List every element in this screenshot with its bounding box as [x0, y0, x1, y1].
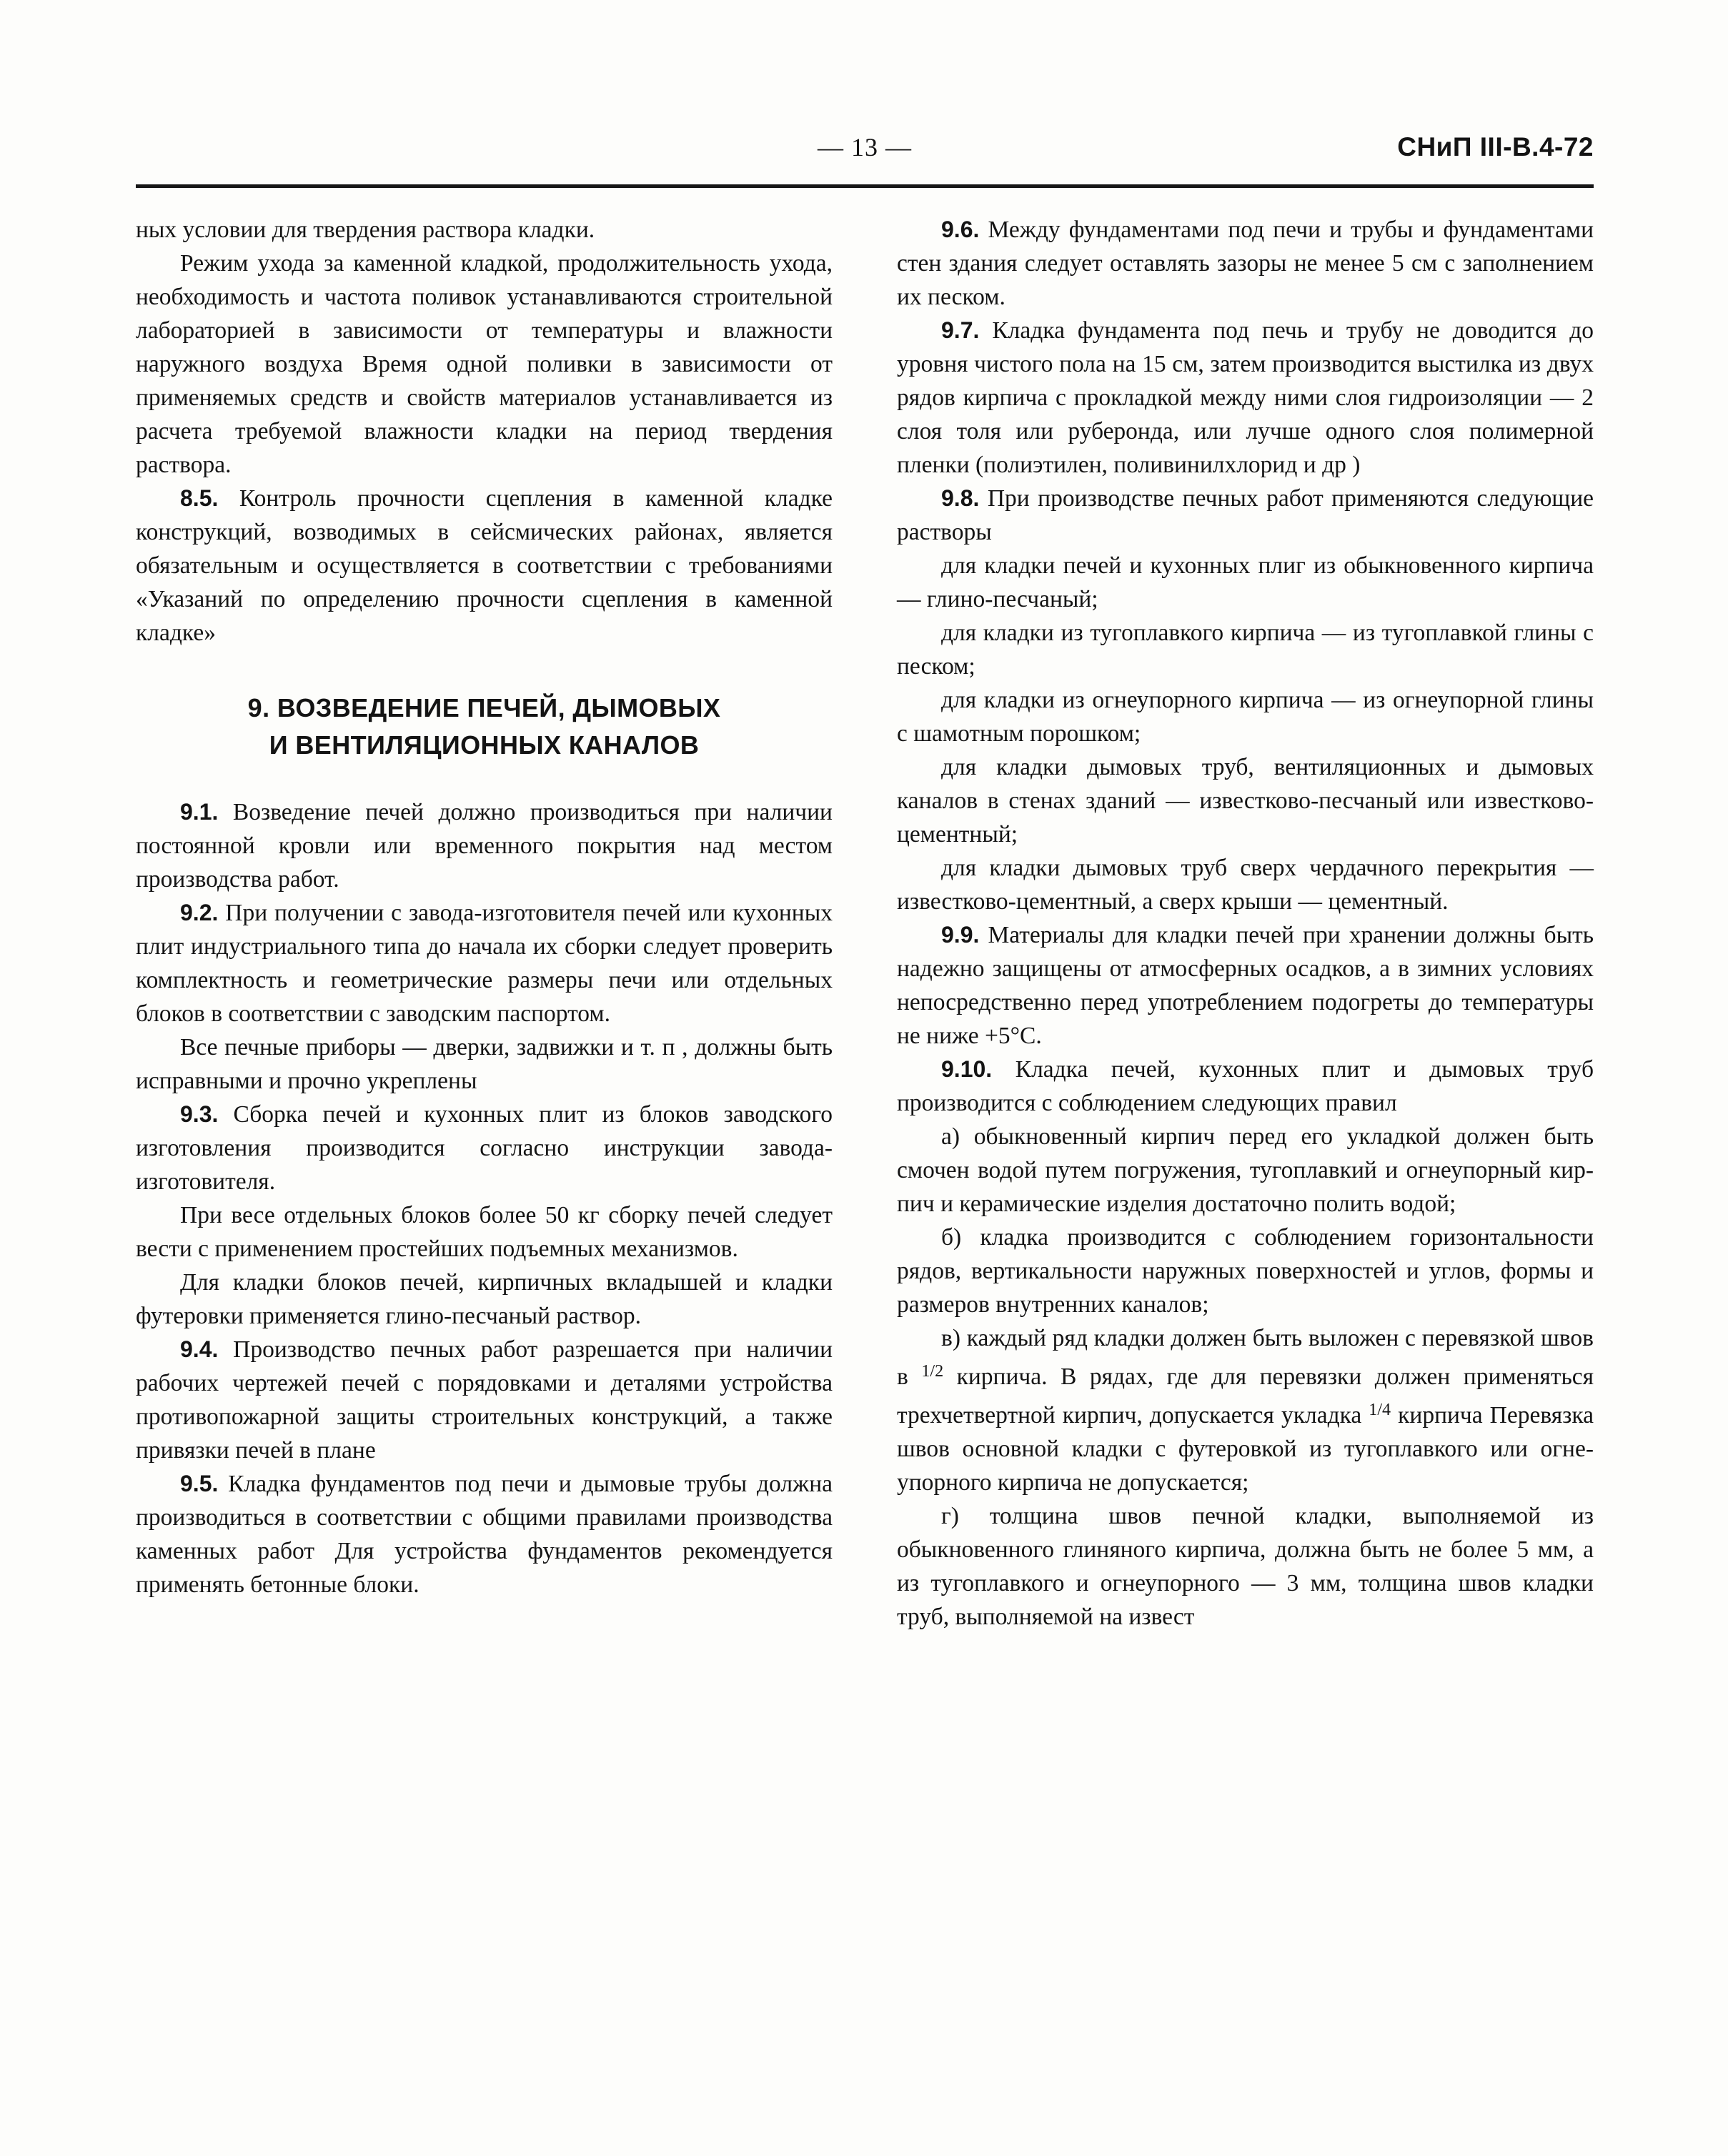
- left-column: [136, 213, 833, 1634]
- paragraph: При весе отдельных блоков более 50 кг сборку печей следует вести с применением простейших подъемных механизмов.: [136, 1202, 833, 1262]
- paragraph: [136, 1467, 833, 1601]
- paragraph: ных условии для твердения раствора кладки.: [136, 217, 595, 243]
- fraction-one-half: 1/2: [921, 1362, 944, 1381]
- paragraph: [897, 918, 1594, 1053]
- clause-text: кирпича Перевязка швов основной кладки с футеровкой из тугоплавкого или огнеупорного кирпича не допускается;: [897, 1401, 1594, 1496]
- paragraph: [897, 213, 1594, 314]
- paragraph: Для кладки блоков печей, кирпичных вкладышей и кладки футеровки применяется глино-песчаный раствор.: [136, 1269, 833, 1329]
- header-divider: [136, 184, 1594, 188]
- paragraph: для кладки из огнеупорного кирпича — из огнеупорной глины с шамотным порошком;: [897, 687, 1594, 747]
- paragraph: [136, 1333, 833, 1467]
- fraction-one-quarter: 1/4: [1369, 1400, 1391, 1419]
- clause-number: 9.3.: [180, 1101, 219, 1127]
- clause-text: кирпича. В рядах, где для перевязки должен применяться трехчетвертной кирпич, допускается укладка: [897, 1363, 1594, 1429]
- body-columns: [136, 213, 1594, 1634]
- paragraph: [136, 1098, 833, 1198]
- clause-text: Производство печных работ разрешается при наличии рабочих чертежей печей с порядовками и деталями устройства противопожарной защиты строительных конструкций, а также привязки печей в плане: [136, 1336, 833, 1464]
- paragraph: [136, 482, 833, 650]
- clause-text: При производстве печных работ применяются следующие растворы: [897, 485, 1594, 545]
- clause-text: Сборка печей и кухонных плит из блоков заводского изготовления производится согласно инструкции завода-изготовителя.: [136, 1101, 833, 1195]
- clause-number: 9.4.: [180, 1336, 219, 1362]
- section-heading: [136, 690, 833, 764]
- paragraph: [897, 1053, 1594, 1120]
- paragraph: г) толщина швов печной кладки, выполняемой из обыкновенного глиняного кирпича, должна быть не более 5 мм, а из тугоплавкого и огнеупорного — 3 мм, толщина швов кладки труб, выполняемой на извест: [897, 1502, 1594, 1630]
- clause-number: 9.2.: [180, 900, 219, 925]
- clause-text: Кладка печей, кухонных плит и дымовых труб производится с соблюдением следующих правил: [897, 1056, 1594, 1116]
- paragraph: [897, 1321, 1594, 1499]
- paragraph: а) обыкновенный кирпич перед его укладкой должен быть смочен водой путем погружения, тугоплавкий и огнеупорный кирпич и керамические изделия достаточно полить водой;: [897, 1123, 1594, 1217]
- clause-text: Кладка фундаментов под печи и дымовые трубы должна производиться в соответствии с общими правилами производства каменных работ Для устройства фундаментов рекомендуется применять бетонные блоки.: [136, 1471, 833, 1598]
- clause-number: 8.5.: [180, 485, 219, 511]
- clause-number: 9.7.: [941, 317, 980, 343]
- clause-text: Кладка фундамента под печь и трубу не доводится до уровня чистого пола на 15 см, затем производится выстилка из двух рядов кирпича с прокладкой между ними слоя гидроизоляции — 2 слоя толя или руберонда, или лучше одного слоя полимерной пленки (полиэтилен, поливинилхлорид и др ): [897, 317, 1594, 478]
- clause-text: в) каждый ряд кладки должен быть выложен с перевязкой швов в: [897, 1325, 1594, 1390]
- paragraph: Все печные приборы — дверки, задвижки и т. п , должны быть исправными и прочно укреплены: [136, 1034, 833, 1094]
- clause-number: 9.9.: [941, 922, 980, 948]
- clause-number: 9.5.: [180, 1471, 219, 1496]
- clause-number: 9.8.: [941, 485, 980, 511]
- paragraph: для кладки печей и кухонных плиг из обыкновенного кирпича — глино-песчаный;: [897, 552, 1594, 612]
- clause-text: Контроль прочности сцепления в каменной кладке конструкций, возводимых в сейсмических районах, является обязательным и осуществляется в соответствии с требованиями «Указаний по определению прочности сцепления в каменной кладке»: [136, 485, 833, 646]
- document-code: СНиП III-В.4-72: [1397, 132, 1594, 162]
- right-column: [897, 213, 1594, 1634]
- paragraph: [897, 482, 1594, 549]
- paragraph: для кладки дымовых труб сверх чердачного перекрытия — известково-цементный, а сверх крыши — цементный.: [897, 855, 1594, 915]
- section-heading-line1: 9. ВОЗВЕДЕНИЕ ПЕЧЕЙ, ДЫМОВЫХ: [247, 693, 721, 722]
- paragraph: Режим ухода за каменной кладкой, продолжительность ухода, необходимость и частота поливок устанавливаются строительной лабораторией в зависимости от температуры и влажности наружного воздуха Время одной поливки в зависимости от применяемых средств и свойств материалов устанавливается из расчета требуемой влажности кладки на период твердения раствора.: [136, 250, 833, 478]
- paragraph: для кладки дымовых труб, вентиляционных и дымовых каналов в стенах зданий — известково-песчаный или известково-цементный;: [897, 754, 1594, 848]
- clause-number: 9.10.: [941, 1056, 993, 1082]
- paragraph: [136, 795, 833, 896]
- paragraph: б) кладка производится с соблюдением горизонтальности рядов, вертикальности наружных поверхностей и углов, формы и размеров внутренних каналов;: [897, 1224, 1594, 1318]
- paragraph: [897, 314, 1594, 482]
- section-heading-line2: И ВЕНТИЛЯЦИОННЫХ КАНАЛОВ: [269, 730, 700, 760]
- clause-number: 9.6.: [941, 217, 980, 242]
- paragraph: для кладки из тугоплавкого кирпича — из тугоплавкой глины с песком;: [897, 620, 1594, 680]
- paragraph: [136, 896, 833, 1030]
- clause-text: Возведение печей должно производиться при наличии постоянной кровли или временного покрытия над местом производства работ.: [136, 799, 833, 893]
- clause-number: 9.1.: [180, 799, 219, 825]
- clause-text: При получении с завода-изготовителя печей или кухонных плит индустриального типа до начала их сборки следует проверить комплектность и геометрические размеры печи или отдельных блоков в соответствии с заводским паспортом.: [136, 900, 833, 1027]
- page-header: [136, 132, 1594, 175]
- clause-text: Материалы для кладки печей при хранении должны быть надежно защищены от атмосферных осадков, а в зимних условиях непосредственно перед употреблением подогреты до температуры не ниже +5°С.: [897, 922, 1594, 1049]
- clause-text: Между фундаментами под печи и трубы и фундаментами стен здания следует оставлять зазоры не менее 5 см с заполнением их песком.: [897, 217, 1594, 310]
- page-number: — 13 —: [818, 133, 912, 162]
